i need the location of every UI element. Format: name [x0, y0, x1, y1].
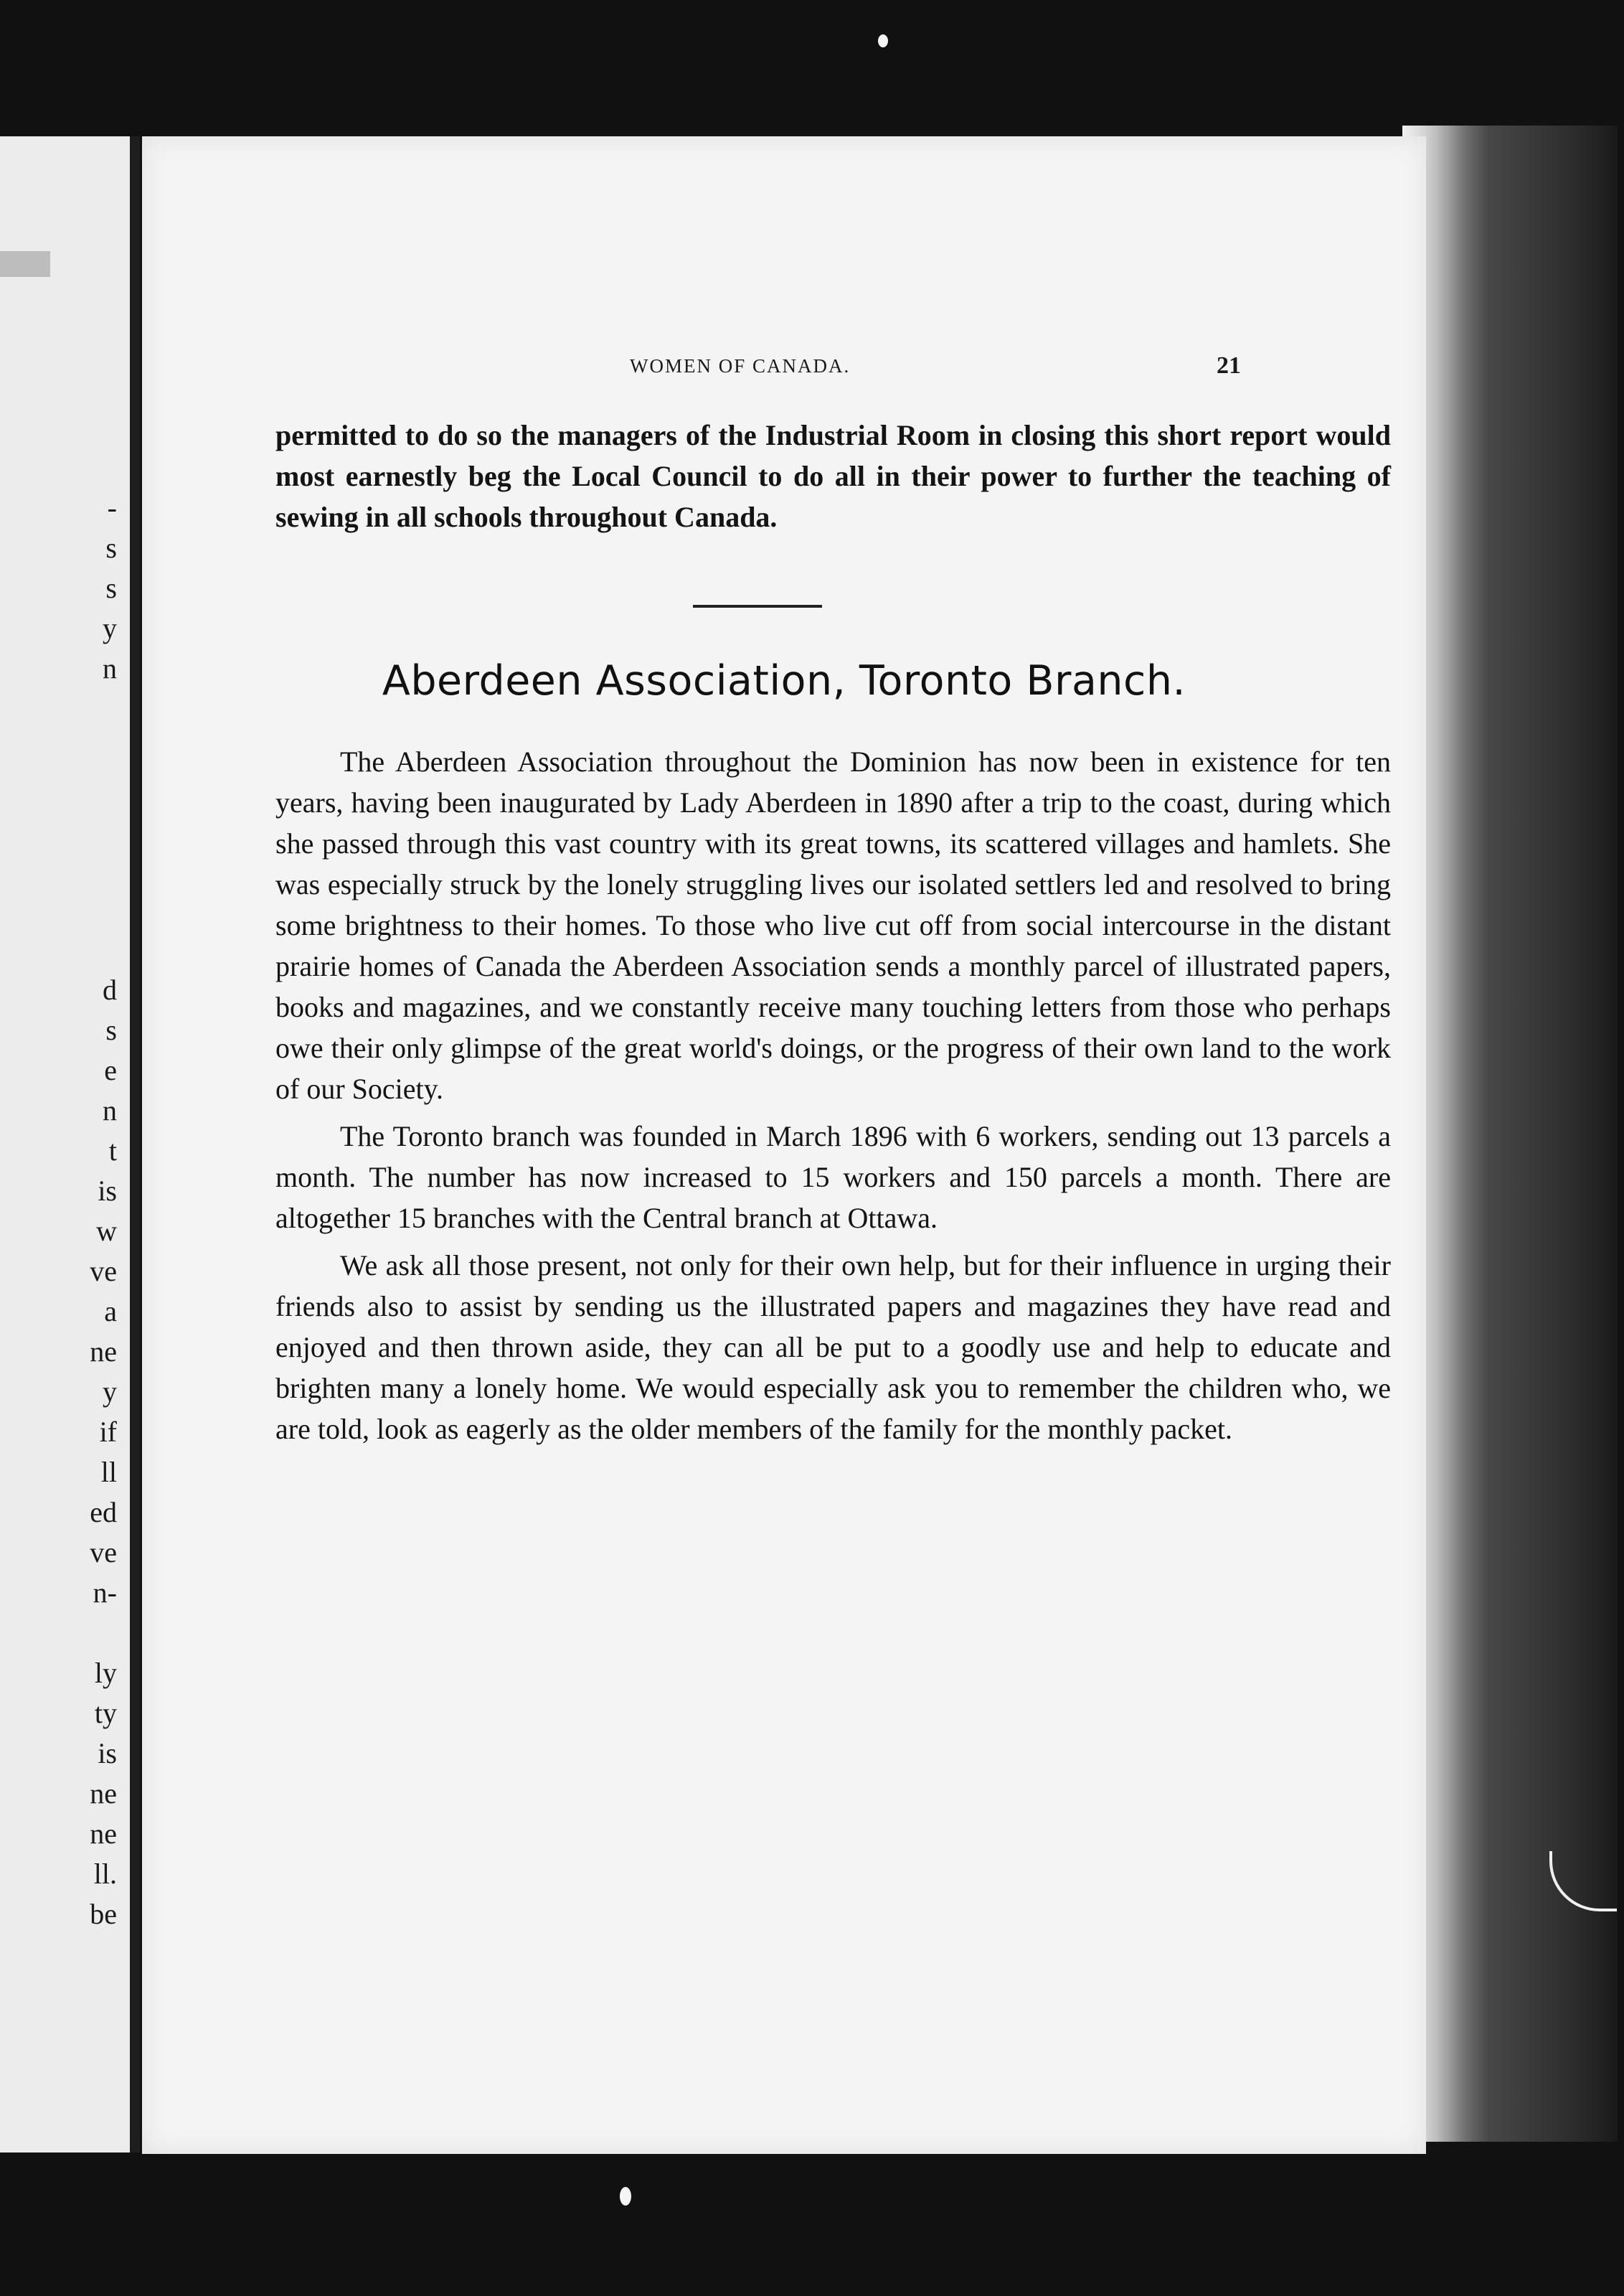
book-page [142, 136, 1426, 2154]
page-number: 21 [1217, 352, 1241, 379]
section-divider [693, 605, 822, 608]
dust-speck [620, 2187, 631, 2206]
intro-paragraph: permitted to do so the managers of the Industrial Room in closing this short report would most earnestly beg the Local Council to do all in their power to further the teaching of sewing in all schools throughout Canada. [275, 419, 1391, 533]
section-body [275, 741, 1391, 1456]
previous-page-text-fragments: - s s y n d s e n t is w ve a ne y if ll ed ve n- ly ty is ne ne ll. be [90, 491, 117, 1930]
paragraph: We ask all those present, not only for their own help, but for their influence in urging their friends also to assist by sending us the illustrated papers and magazines they have read and enjoyed and then thrown aside, they can all be put to a goodly use and help to educate and brighten many a lonely home. We would especially ask you to remember the children who, we are told, look as eagerly as the older members of the family for the monthly packet. [275, 1249, 1391, 1445]
page-header [142, 352, 1426, 391]
paragraph: The Aberdeen Association throughout the Dominion has now been in existence for ten years, having been inaugurated by Lady Aberdeen in 1890 after a trip to the coast, during which she passed through this vast country with its great towns, its scattered villages and hamlets. She was especially struck by the lonely struggling lives our isolated settlers led and resolved to bring some brightness to their homes. To those who live cut off from social intercourse in the distant prairie homes of Canada the Aberdeen Association sends a monthly parcel of illustrated papers, books and magazines, and we constantly receive many touching letters from those who perhaps owe their only glimpse of the great world's doings, or the progress of their own land to the work of our Society. [275, 745, 1391, 1105]
intro-paragraph-block [275, 415, 1391, 537]
previous-page-edge [0, 136, 140, 2152]
dust-speck [878, 34, 888, 47]
section-title: Aberdeen Association, Toronto Branch. [382, 657, 1186, 705]
paragraph: The Toronto branch was founded in March 1896 with 6 workers, sending out 13 parcels a month. The number has now increased to 15 workers and 150 parcels a month. There are altogether 15 branches with the Central branch at Ottawa. [275, 1120, 1391, 1234]
page-tab [0, 251, 50, 277]
book-block-edge [1402, 126, 1618, 2142]
running-head: WOMEN OF CANADA. [630, 355, 851, 377]
